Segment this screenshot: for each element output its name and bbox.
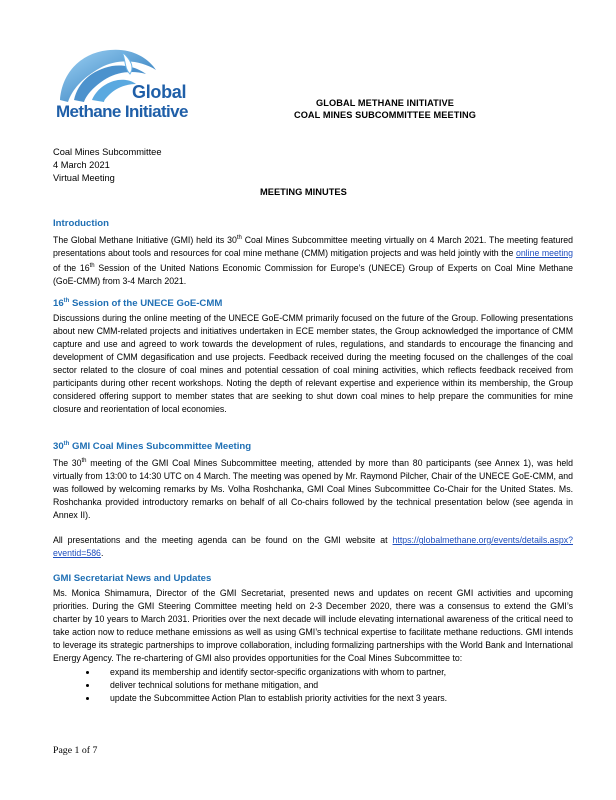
meta-date: 4 March 2021 bbox=[53, 160, 110, 170]
section-heading: 16th Session of the UNECE GoE-CMM bbox=[53, 298, 223, 310]
section-paragraph: The Global Methane Initiative (GMI) held its 30th Coal Mines Subcommittee meeting virtually on 4 March 2021. The meeting featured presentations about tools and resources for coal mine methane (CMM) mitigation projects and was held jointly with the online meeting of the 16th Session of the United Nations Economic Commission for Europe’s (UNECE) Group of Experts on Coal Mine Methane (GoE-CMM) from 3-4 March 2021. bbox=[53, 234, 574, 286]
gmi-logo bbox=[52, 42, 202, 124]
header-line-2: COAL MINES SUBCOMMITTEE MEETING bbox=[293, 110, 477, 120]
meta-committee: Coal Mines Subcommittee bbox=[53, 147, 162, 157]
logo-text-global: Global bbox=[132, 82, 187, 102]
section-gmi-30th-meeting bbox=[53, 438, 573, 560]
page-number: Page 1 of 7 bbox=[53, 745, 98, 756]
online-meeting-link[interactable]: online meeting bbox=[515, 247, 573, 258]
header-line-1: GLOBAL METHANE INITIATIVE bbox=[316, 98, 454, 108]
section-heading: Introduction bbox=[53, 218, 109, 229]
logo-text-methane-initiative: Methane Initiative bbox=[56, 102, 188, 121]
event-details-link[interactable]: https://globalmethane.org/events/details.aspx?eventid=586 bbox=[53, 535, 573, 559]
list-item: • update the Subcommittee Action Plan to establish priority activities for the next 3 years. bbox=[98, 692, 573, 705]
section-paragraph: Discussions during the online meeting of the UNECE GoE-CMM primarily focused on the future of the Group. Following presentations about new CMM-related projects and initiatives undertaken in ECE member states, the Group acknowledged the importance of CMM capture and use and agreed to work towards the development of rules, regulations, and standards to encourage the financing and development of CMM degasification and use projects. Feedback received during the meeting focused on the challenges of the coal sector related to the closure of coal mines and potential cessation of coal mining activities, which reflects feedback received from participants during other recent workshops. Noting the depth of relevant expertise and experience within its membership, the Group considered offering support to member states that are seeking to shut down coal mines to help prepare the communities for mine closure and reorientation of local economies. bbox=[53, 313, 573, 415]
section-unece-session bbox=[53, 295, 573, 416]
list-item: • expand its membership and identify sector-specific organizations with whom to partner, bbox=[98, 666, 573, 679]
section-paragraph: Ms. Monica Shimamura, Director of the GMI Secretariat, presented news and updates on recent GMI activities and upcoming priorities. During the GMI Steering Committee meeting held on 2-3 December 2020, there was a consensus to extend the GMI’s charter by 10 years to March 2031. Priorities over the next decade will include elevating international awareness of the critical need to take action now to reduce methane emissions as well as using GMI’s technical expertise to facilitate methane reductions. GMI intends to leverage its strategic partnerships to improve collaboration, including formalizing partnerships with the World Bank and International Energy Agency. The re-chartering of GMI also provides opportunities for the Coal Mines Subcommittee to: bbox=[53, 588, 573, 663]
meta-venue: Virtual Meeting bbox=[53, 173, 115, 183]
section-secretariat-news bbox=[53, 573, 573, 705]
section-introduction bbox=[53, 218, 573, 288]
section-heading: 30th GMI Coal Mines Subcommittee Meeting bbox=[53, 441, 252, 453]
section-heading: GMI Secretariat News and Updates bbox=[53, 573, 212, 584]
presentations-paragraph: All presentations and the meeting agenda can be found on the GMI website at https://globalmethane.org/events/details.aspx?eventid=586. bbox=[53, 535, 573, 559]
priorities-list bbox=[53, 666, 573, 705]
section-paragraph: The 30th meeting of the GMI Coal Mines Subcommittee meeting, attended by more than 80 participants (see Annex 1), was held virtually from 13:00 to 14:30 UTC on 4 March. The meeting was opened by Mr. Raymond Pilcher, Chair of the UNECE GoE-CMM, and was followed by welcoming remarks by Ms. Volha Roshchanka, GMI Coal Mines Subcommittee Co-Chair for the United States. Ms. Roshchanka provided introductory remarks on behalf of all Co-chairs followed by the technical presentation below (see agenda in Annex II). bbox=[53, 458, 573, 521]
list-item: • deliver technical solutions for methane mitigation, and bbox=[98, 679, 573, 692]
document-title: MEETING MINUTES bbox=[260, 187, 347, 197]
